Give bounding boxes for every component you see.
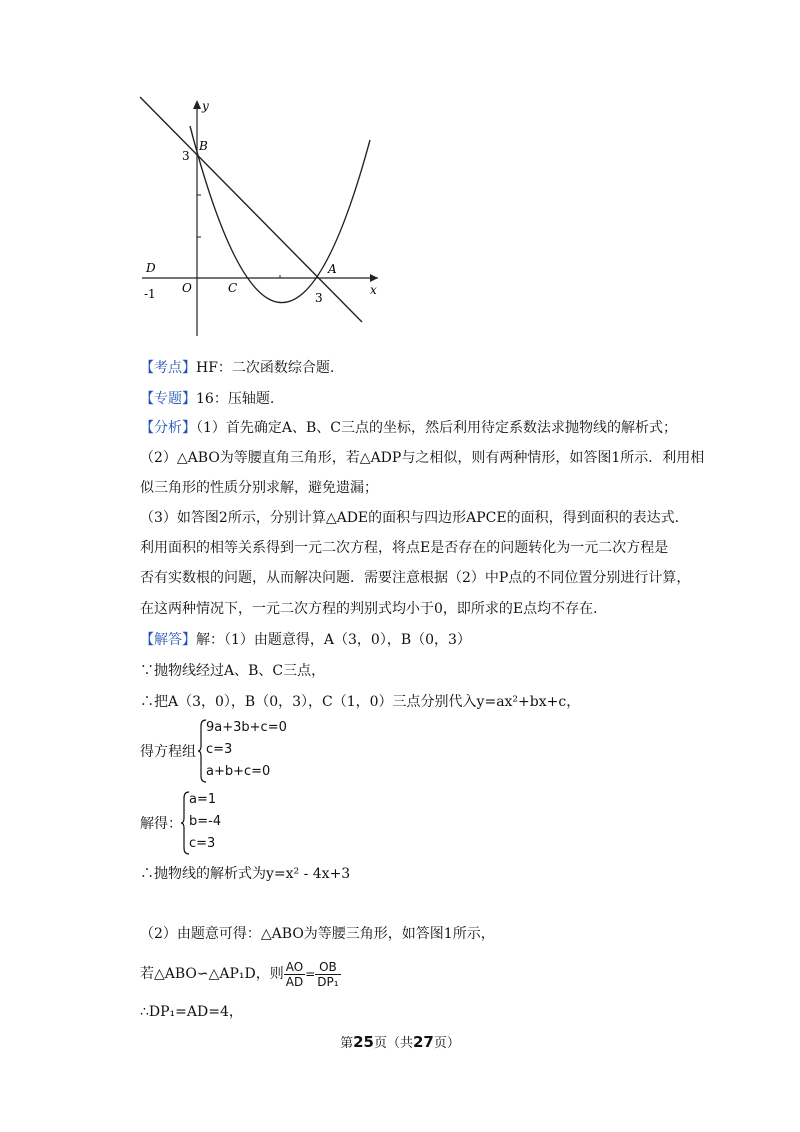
fenxi-line-1 [140,418,677,438]
jieda-line-2: ∵抛物线经过A、B、C三点， [140,663,326,679]
fenxi-line-7: 在这两种情况下，一元二次方程的判别式均小于0，即所求的E点均不存在． [140,601,608,617]
footer-page-number: 25 [353,1033,374,1051]
kaodian-line [140,358,334,378]
x-axis-arrow [370,274,378,282]
system1-label: 得方程组 [140,744,196,760]
x-value-3-label: 3 [315,291,323,305]
jieda-line-6 [140,956,341,992]
fenxi-text-1: （1）首先确定A、B、C三点的坐标，然后利用待定系数法求抛物线的解析式； [196,420,678,436]
x-axis-label: x [370,283,377,297]
fenxi-line-3: 似三角形的性质分别求解，避免遗漏； [140,480,378,496]
jieda-line-1 [140,630,471,650]
fenxi-line-2: （2）△ABO为等腰直角三角形，若△ADP与之相似，则有两种情形，如答图1所示．利用相 [140,450,705,466]
footer-middle: 页（共 [373,1036,413,1051]
parabola-graph [120,92,400,342]
jieda-tag: 【解答】 [140,632,196,648]
fraction-ao-ad-numerator: AO [285,959,304,974]
fenxi-line-5: 利用面积的相等关系得到一元二次方程，将点E是否存在的问题转化为一元二次方程是 [140,540,669,556]
zhuanti-tag: 【专题】 [140,391,196,407]
jieda-line-7: ∴DP₁=AD=4， [140,1004,243,1020]
system2-equations [189,790,221,854]
point-d-label: D [146,261,156,275]
jieda-line-4: ∴抛物线的解析式为y=x² - 4x+3 [140,866,351,882]
system2-eq-3: c=3 [189,836,216,851]
footer-suffix: 页） [433,1036,460,1051]
page-footer [0,1032,800,1051]
jieda-text-1: 解：（1）由题意得，A（3，0），B（0，3） [196,632,471,648]
system1-eq-2: c=3 [206,742,233,757]
system1-equations [206,718,287,782]
zhuanti-line [140,389,274,409]
kaodian-tag: 【考点】 [140,360,196,376]
fraction-ao-ad-denominator: AD [285,974,304,989]
fenxi-tag: 【分析】 [140,420,196,436]
fenxi-line-4: （3）如答图2所示，分别计算△ADE的面积与四边形APCE的面积，得到面积的表达式． [140,510,689,526]
point-c-label: C [228,281,238,295]
equals-sign: = [305,967,316,981]
x-value-neg1-label: -1 [144,287,156,301]
system2-eq-1: a=1 [189,792,217,807]
fraction-ob-dp1-numerator: OB [315,960,340,975]
point-b-label: B [199,139,208,153]
system1-eq-1: 9a+3b+c=0 [206,720,287,735]
origin-label: O [182,281,192,295]
jieda-line-3: ∴把A（3，0），B（0，3），C（1，0）三点分别代入y=ax²+bx+c， [140,694,581,710]
footer-total-pages: 27 [413,1033,434,1051]
point-a-label: A [328,262,337,276]
y-axis-arrow [193,100,201,109]
y-value-3-label: 3 [182,149,190,163]
system2-eq-2: b=-4 [189,814,222,829]
zhuanti-text: 16：压轴题. [196,391,275,407]
jieda-text-6: 若△ABO∽△AP₁D，则 [140,966,284,982]
fenxi-line-6: 否有实数根的问题，从而解决问题．需要注意根据（2）中P点的不同位置分别进行计算， [140,570,691,586]
kaodian-text: HF：二次函数综合题. [196,360,335,376]
fraction-ob-dp1-denominator: DP₁ [317,974,339,989]
system2-label: 解得： [140,816,182,832]
fraction-ao-ad [284,960,305,989]
jieda-line-5: （2）由题意可得：△ABO为等腰三角形，如答图1所示， [140,926,495,942]
system1-eq-3: a+b+c=0 [206,764,271,779]
footer-prefix: 第 [340,1036,354,1051]
fraction-ob-dp1 [315,960,340,989]
y-axis-label: y [202,99,209,113]
line-ab [140,97,362,322]
